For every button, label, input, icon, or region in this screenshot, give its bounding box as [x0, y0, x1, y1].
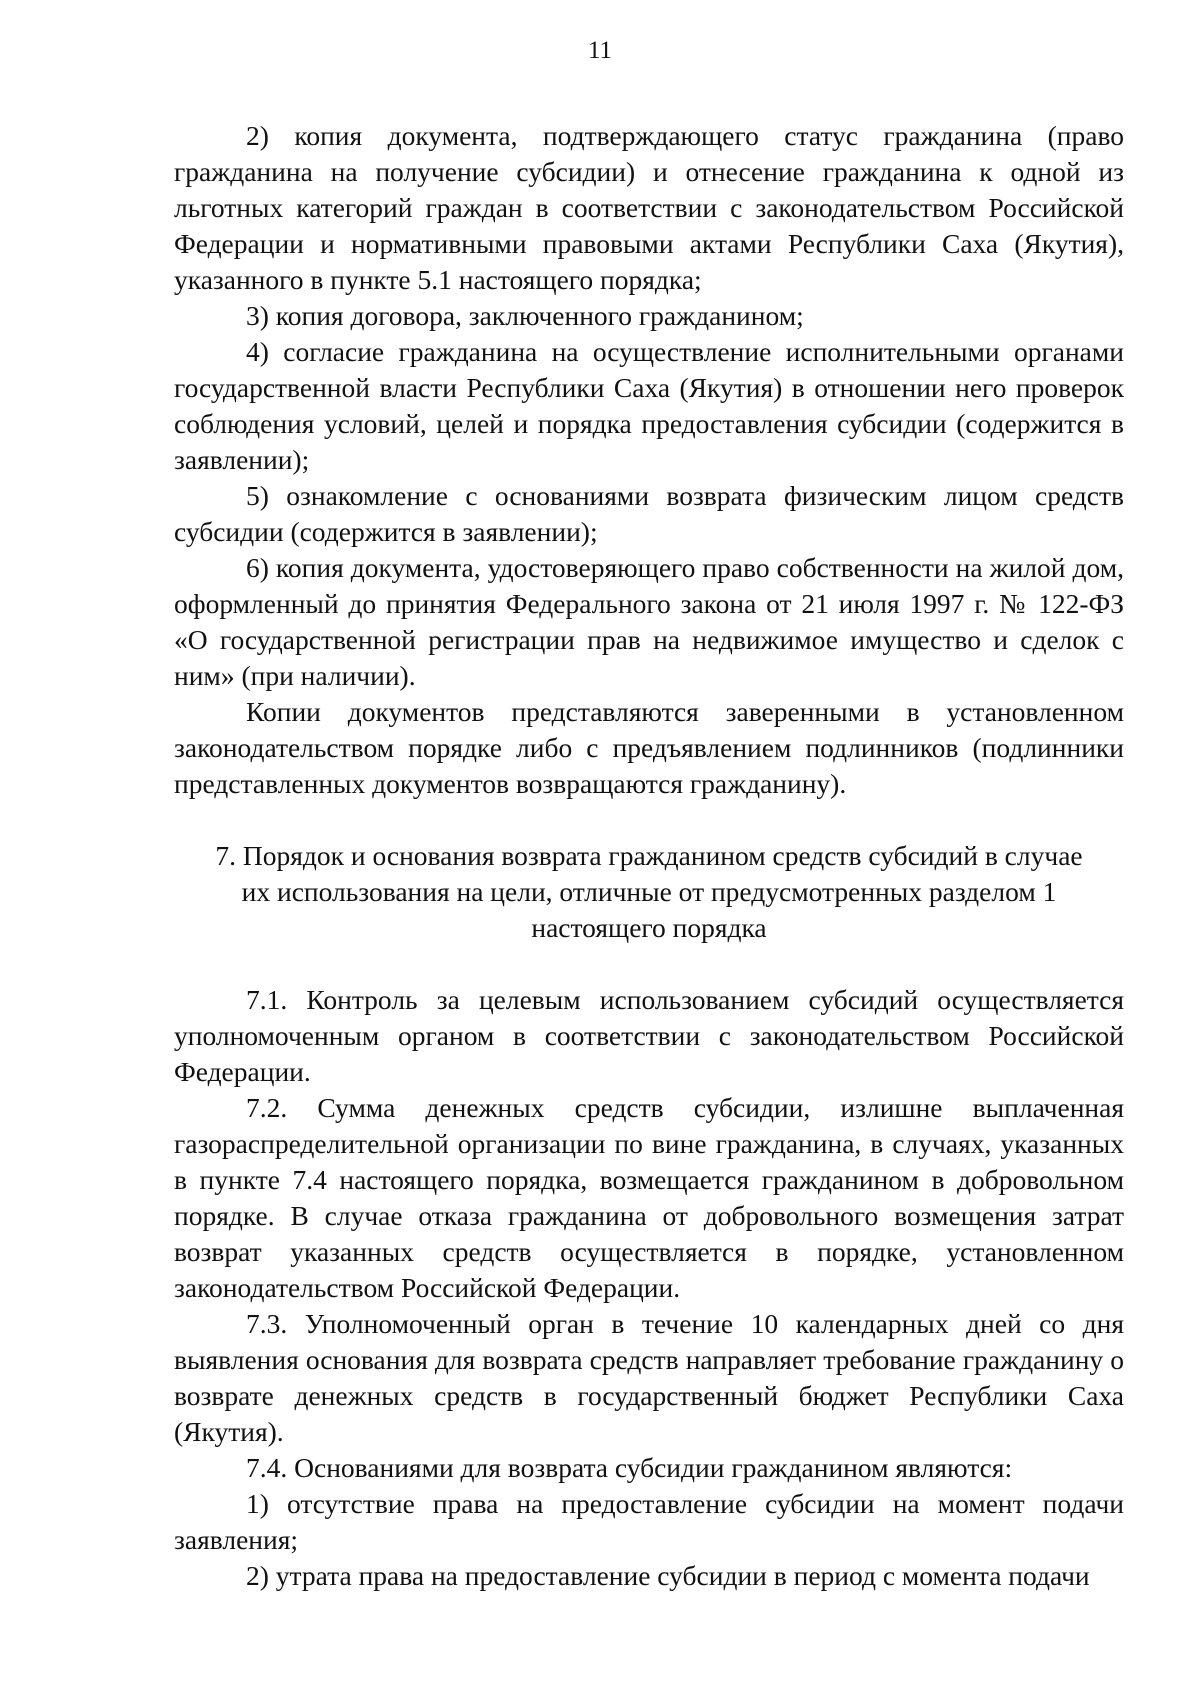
body-paragraph: 7.2. Сумма денежных средств субсидии, излишне выплаченная газораспределительной организации по вине гражданина, в случаях, указанных в пункте 7.4 настоящего порядка, возмещается гражданином в добровольном порядке. В случае отказа гражданина от добровольного возмещения затрат возврат указанных средств осуществляется в порядке, установленном законодательством Российской Федерации.: [174, 1092, 1124, 1303]
list-item: 2) копия документа, подтверждающего статус гражданина (право гражданина на получение субсидии) и отнесение гражданина к одной из льготных категорий граждан в соответствии с законодательством Российской Федерации и нормативными правовыми актами Республики Саха (Якутия), указанного в пункте 5.1 настоящего порядка;: [174, 120, 1124, 295]
list-item: 5) ознакомление с основаниями возврата физическим лицом средств субсидии (содержится в заявлении);: [174, 480, 1124, 547]
page-number: 11: [587, 37, 613, 64]
body-paragraph: Копии документов представляются заверенными в установленном законодательством порядке либо с предъявлением подлинников (подлинники представленных документов возвращаются гражданину).: [174, 696, 1124, 799]
body-paragraph: 7.3. Уполномоченный орган в течение 10 календарных дней со дня выявления основания для возврата средств направляет требование гражданину о возврате денежных средств в государственный бюджет Республики Саха (Якутия).: [174, 1308, 1124, 1447]
list-item: 6) копия документа, удостоверяющего право собственности на жилой дом, оформленный до принятия Федерального закона от 21 июля 1997 г. № 122-ФЗ «О государственной регистрации прав на недвижимое имущество и сделок с ним» (при наличии).: [174, 552, 1124, 691]
list-item: 3) копия договора, заключенного гражданином;: [246, 300, 804, 331]
body-paragraph: 7.4. Основаниями для возврата субсидии гражданином являются:: [246, 1452, 1013, 1483]
section-heading: 7. Порядок и основания возврата гражданином средств субсидий в случае их использования на цели, отличные от предусмотренных разделом 1 настоящего порядка: [215, 840, 1083, 943]
body-paragraph: 7.1. Контроль за целевым использованием субсидий осуществляется уполномоченным органом в соответствии с законодательством Российской Федерации.: [174, 984, 1124, 1087]
list-item: 4) согласие гражданина на осуществление исполнительными органами государственной власти Республики Саха (Якутия) в отношении него проверок соблюдения условий, целей и порядка предоставления субсидии (содержится в заявлении);: [174, 336, 1124, 475]
list-item: 1) отсутствие права на предоставление субсидии на момент подачи заявления;: [174, 1488, 1124, 1555]
list-item: 2) утрата права на предоставление субсидии в период с момента подачи: [246, 1560, 1090, 1591]
document-body: [174, 118, 1124, 1594]
